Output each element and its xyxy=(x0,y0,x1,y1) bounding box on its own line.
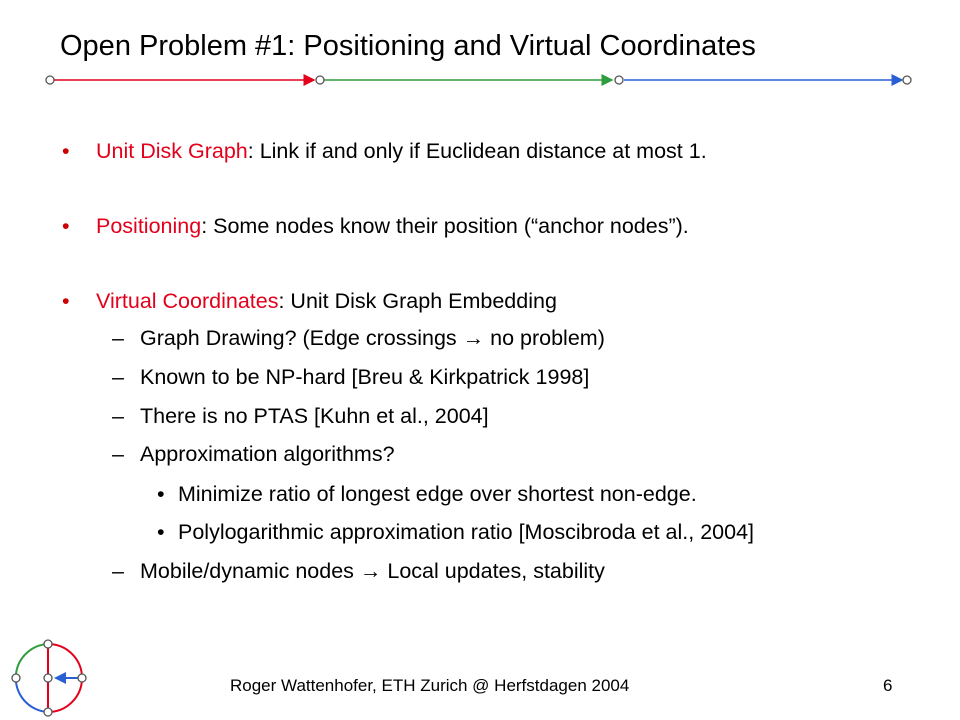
term-virtual-coordinates: Virtual Coordinates xyxy=(96,289,279,313)
footer-credit: Roger Wattenhofer, ETH Zurich @ Herfstdagen 2004 xyxy=(230,676,630,695)
dash-marker: – xyxy=(112,326,124,350)
slide-title: Open Problem #1: Positioning and Virtual Coordinates xyxy=(60,30,756,62)
sub-sub-item-minimize xyxy=(157,482,697,507)
bullet-positioning xyxy=(62,214,689,239)
bullet-marker: • xyxy=(62,289,70,313)
arrow-icon: → xyxy=(359,559,382,583)
sub-item-text: Local updates, stability xyxy=(381,559,605,583)
bullet-text: : Link if and only if Euclidean distance at most 1. xyxy=(247,139,707,163)
divider-node xyxy=(316,76,324,84)
sub-item-graph-drawing xyxy=(112,326,605,351)
divider-node xyxy=(46,76,54,84)
bullet-unit-disk-graph xyxy=(62,139,707,164)
logo-graph-icon xyxy=(8,636,92,720)
sub-item-text: Graph Drawing? (Edge crossings xyxy=(140,326,463,350)
bullet-marker: • xyxy=(157,482,165,506)
sub-item-no-ptas xyxy=(112,404,489,429)
term-positioning: Positioning xyxy=(96,214,202,238)
divider-node xyxy=(615,76,623,84)
dash-marker: – xyxy=(112,404,124,428)
sub-item-text: no problem) xyxy=(484,326,605,350)
sub-sub-item-polylog xyxy=(157,520,755,545)
divider-node xyxy=(903,76,911,84)
bullet-marker: • xyxy=(62,214,70,238)
term-unit-disk-graph: Unit Disk Graph xyxy=(96,139,248,163)
dash-marker: – xyxy=(112,442,124,466)
sub-item-text: Approximation algorithms? xyxy=(140,442,395,466)
sub-item-text: Mobile/dynamic nodes xyxy=(140,559,360,583)
arrow-icon: → xyxy=(462,326,485,350)
bullet-text: : Unit Disk Graph Embedding xyxy=(278,289,557,313)
sub-sub-item-text: Polylogarithmic approximation ratio [Moscibroda et al., 2004] xyxy=(178,520,755,544)
page-number: 6 xyxy=(883,676,893,695)
sub-item-approximation xyxy=(112,442,395,467)
sub-item-text: Known to be NP-hard [Breu & Kirkpatrick 1998] xyxy=(140,365,590,389)
sub-item-text: There is no PTAS [Kuhn et al., 2004] xyxy=(140,404,489,428)
bullet-marker: • xyxy=(157,520,165,544)
sub-sub-item-text: Minimize ratio of longest edge over shortest non-edge. xyxy=(178,482,697,506)
bullet-text: : Some nodes know their position (“anchor nodes”). xyxy=(201,214,689,238)
title-divider xyxy=(40,66,920,96)
dash-marker: – xyxy=(112,559,124,583)
sub-item-np-hard xyxy=(112,365,590,390)
bullet-marker: • xyxy=(62,139,70,163)
bullet-virtual-coordinates xyxy=(62,289,557,314)
dash-marker: – xyxy=(112,365,124,389)
sub-item-mobile xyxy=(112,559,605,584)
